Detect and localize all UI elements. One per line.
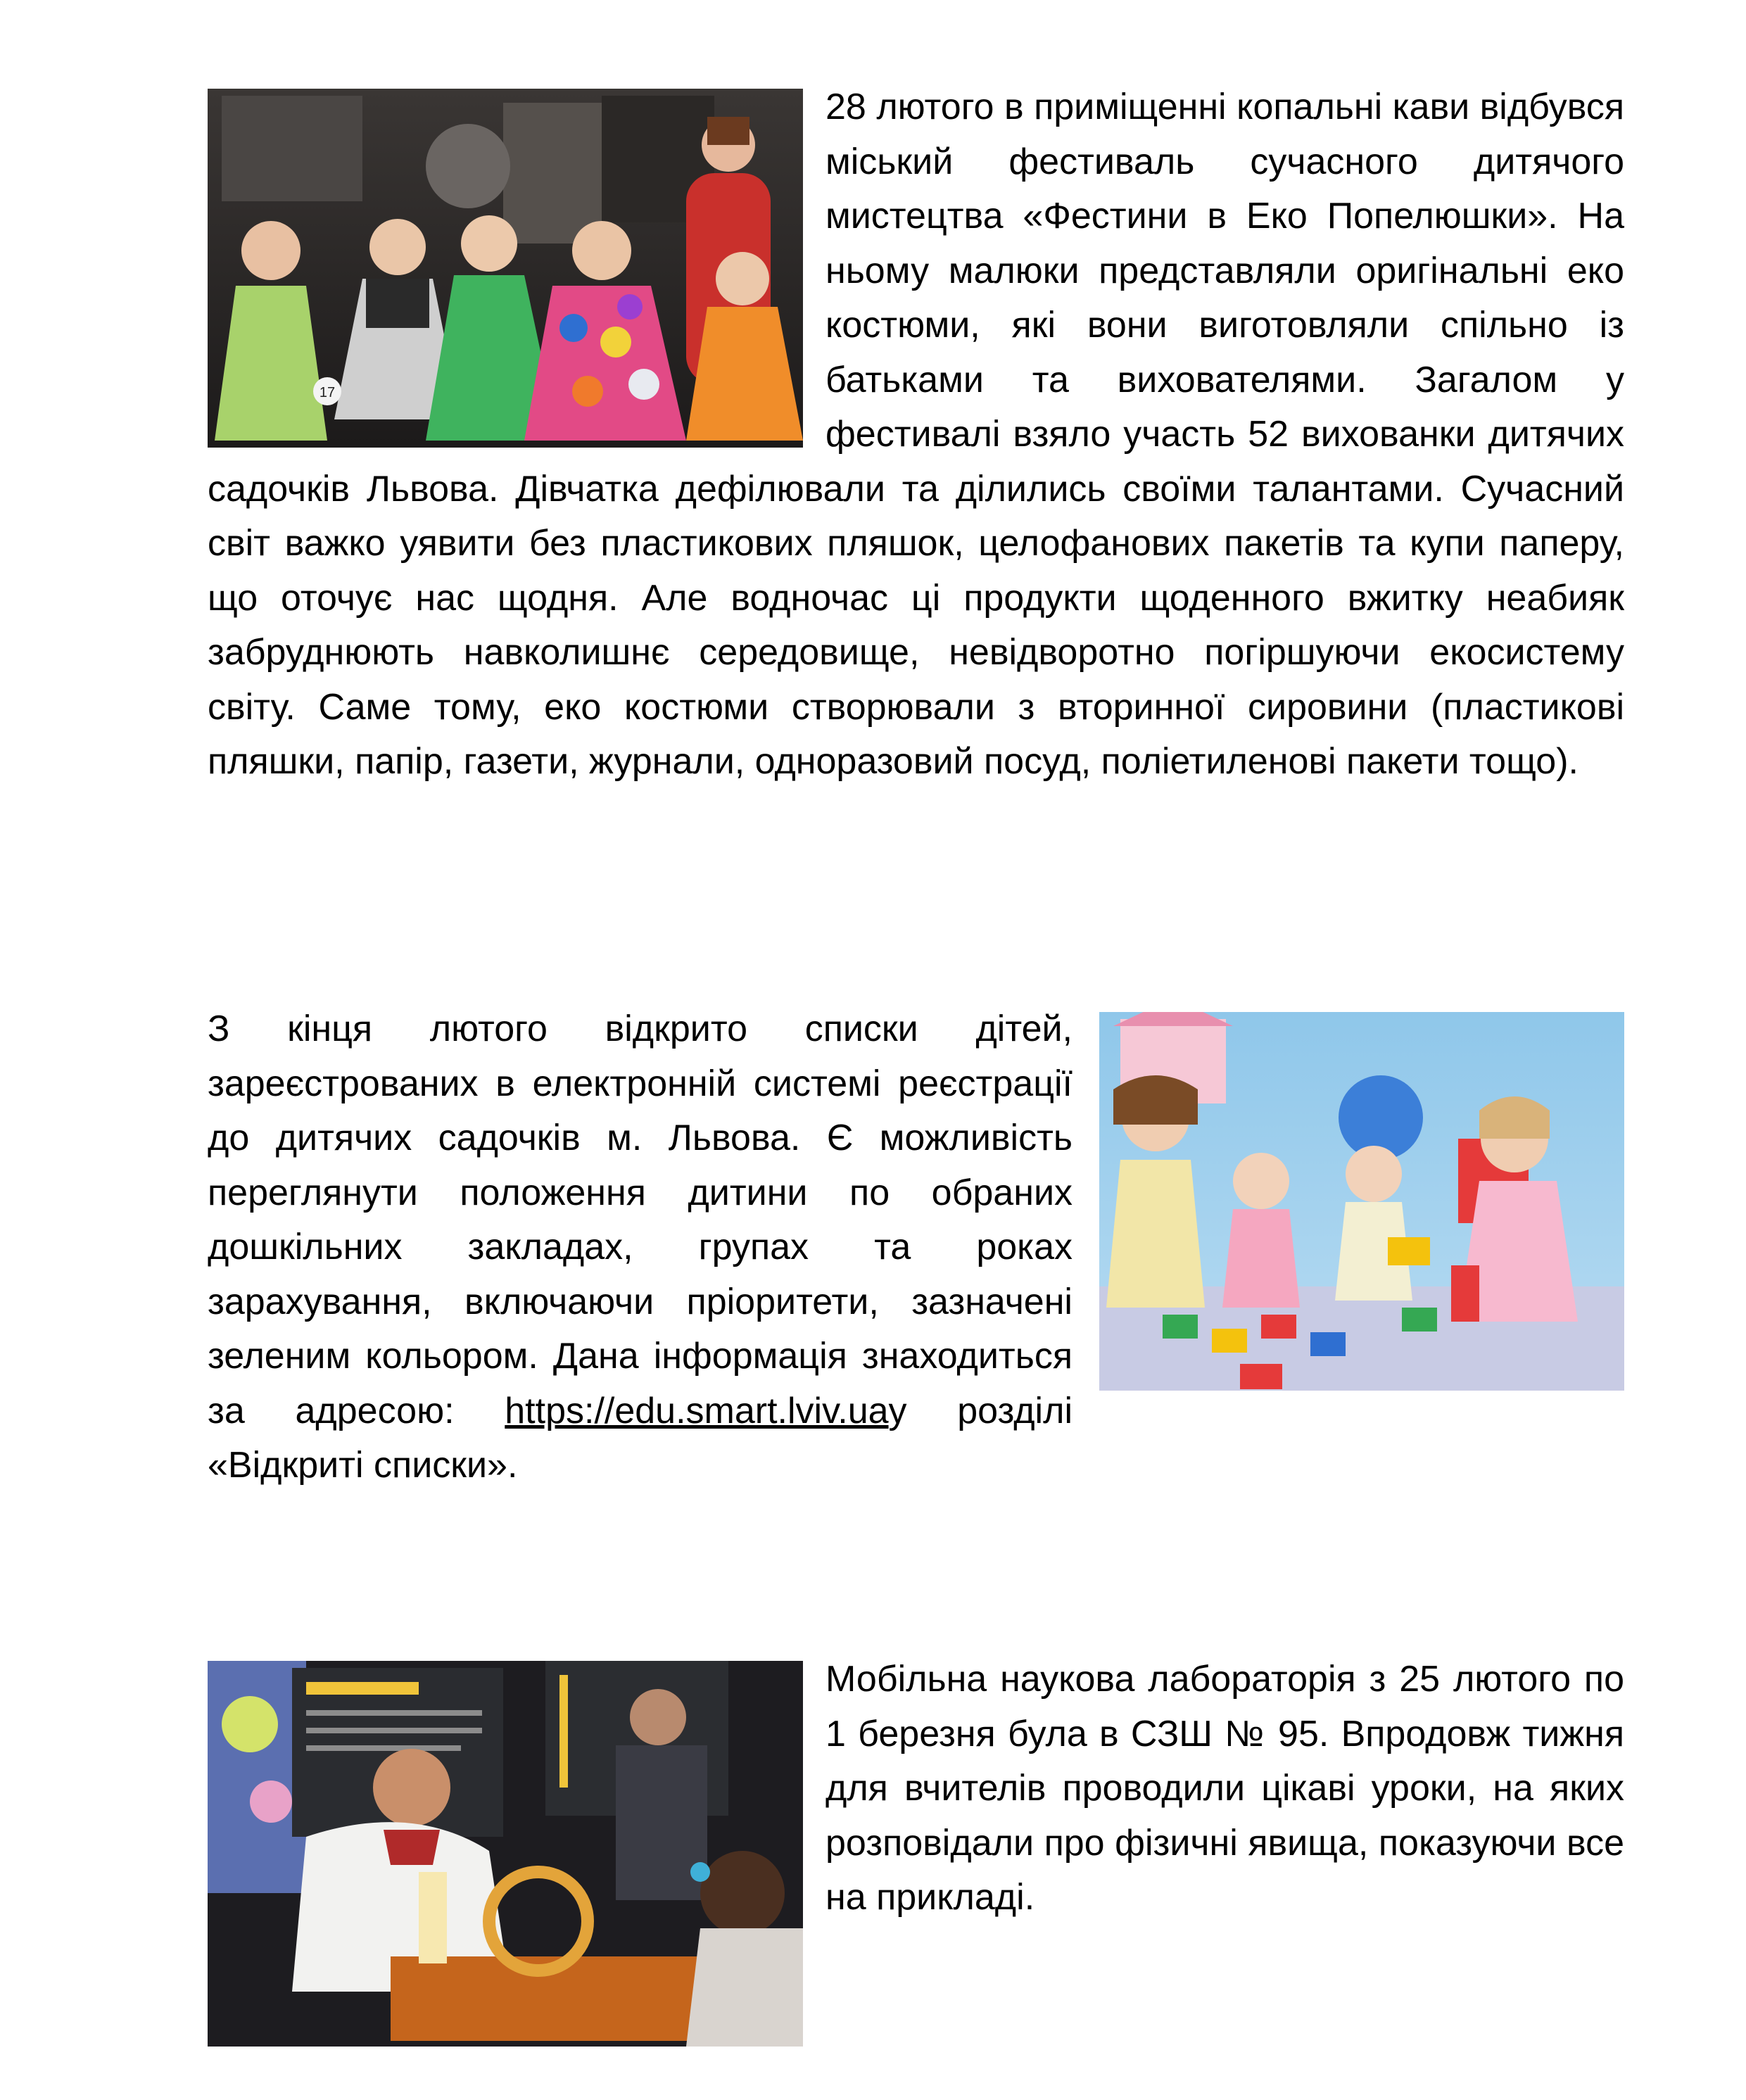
article-festival <box>208 80 1624 790</box>
article-mobile-lab <box>208 1652 1624 2047</box>
festival-photo-illustration <box>208 89 803 448</box>
science-lab-photo <box>208 1661 803 2047</box>
edu-smart-lviv-link[interactable]: https://edu.smart.lviv.ua <box>505 1390 889 1431</box>
children-playing-blocks-photo <box>1099 1012 1624 1391</box>
article-mobile-lab-text: Мобільна наукова лабораторія з 25 лютого по 1 березня була в СЗШ № 95. Впродовж тижня для вчителів проводили цікаві уроки, на яких розповідали про фізичні явища, показуючи все на прикладі. <box>825 1659 1624 1918</box>
article-open-lists <box>208 1002 1624 1493</box>
article-open-lists-text: З кінця лютого відкрито списки дітей, зареєстрованих в електронній системі реєстрації до дитячих садочків м. Львова. Є можливість переглянути положення дитини по обраних дошкільних закладах, групах та роках зарахування, включаючи пріоритети, зазначені зеленим кольором. Дана інформація знаходиться за адресою: <box>208 1008 1073 1431</box>
photo-badge-number: 17 <box>319 385 336 400</box>
lab-photo-illustration <box>208 1661 803 2047</box>
article-open-lists-text-end: у розділі «Відкриті списки». <box>208 1390 1073 1486</box>
kids-photo-illustration <box>1099 1012 1624 1391</box>
article-festival-text: 28 лютого в приміщенні копальні кави відбувся міський фестиваль сучасного дитячого мистецтва «Фестини в Еко Попелюшки». На ньому малюки представляли оригінальні еко костюми, які вони виготовляли спільно із батьками та вихователями. Загалом у фестивалі взяло участь 52 вихованки дитячих садочків Львова. Дівчатка дефілювали та ділились своїми талантами. Сучасний світ важко уявити без пластикових пляшок, целофанових пакетів та купи паперу, що оточує нас щодня. Але водночас ці продукти щоденного вжитку неабияк забруднюють навколишнє середовище, невідворотно погіршуючи екосистему світу. Саме тому, еко костюми створювали з вторинної сировини (пластикові пляшки, папір, газети, журнали, одноразовий посуд, поліетиленові пакети тощо). <box>208 87 1624 782</box>
children-eco-costumes-photo <box>208 89 803 448</box>
